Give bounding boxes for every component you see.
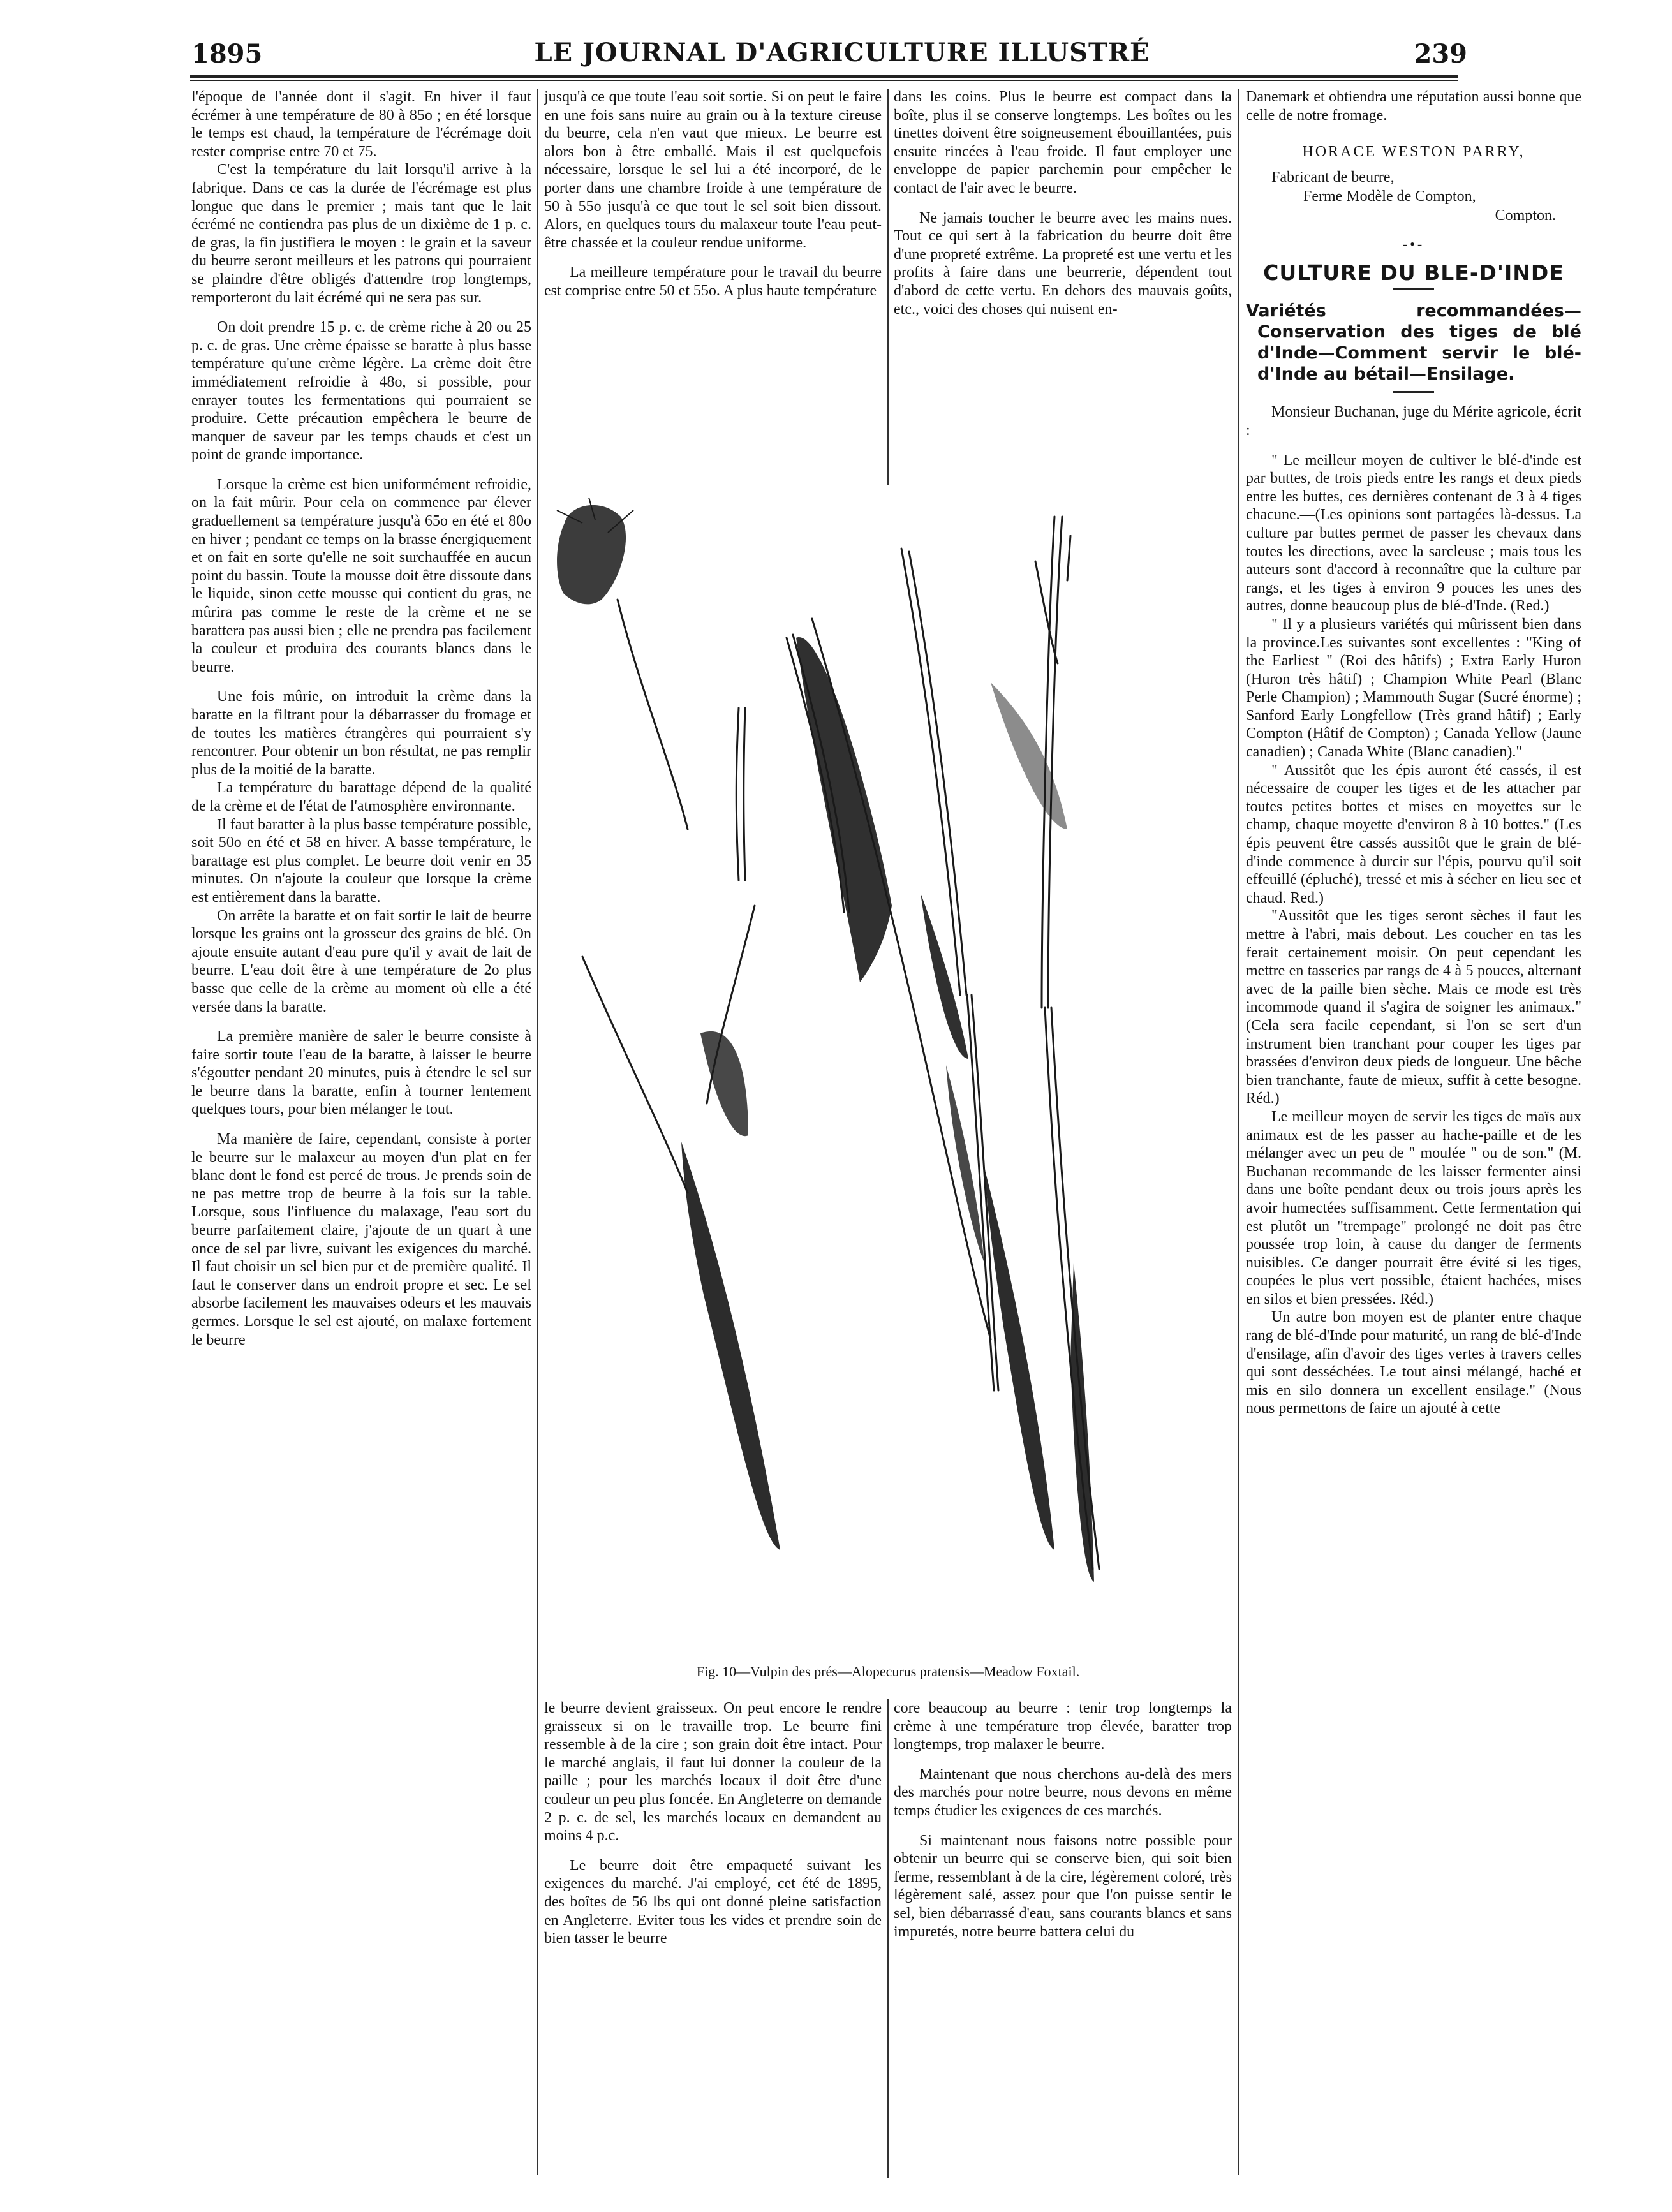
page-number: 239 — [1414, 39, 1467, 69]
paragraph: On doit prendre 15 p. c. de crème riche à 20 ou 25 p. c. de gras. Une crème épaisse se baratte à plus basse température qu'une crème légère. La crème doit être immédiatement refroidie à 48o, si possible, pour enrayer toutes les fermentations qui pourraient se produire. Cette précaution empêchera le beurre de manquer de saveur par les temps chauds et c'est un point de grande importance. — [191, 319, 531, 464]
paragraph: Si maintenant nous faisons notre possible pour obtenir un beurre qui se conserve bien, qui soit bien ferme, ressemblant à de la cire, légèrement coloré, très légèrement salé, assez pour que l'on puisse sentir le sel, bien débarrassé d'eau, sans courants blancs et sans impuretés, notre beurre battera celui du — [894, 1832, 1232, 1940]
paragraph: Il faut baratter à la plus basse température possible, soit 50o en été et 58 en hiver. A basse température, le barattage est plus complet. Le beurre doit venir en 35 minutes. On n'ajoute la couleur que lorsque la crème est entièrement dans la baratte. — [191, 816, 531, 906]
paragraph: jusqu'à ce que toute l'eau soit sortie. Si on peut le faire en une fois sans nuire au grain ou à la texture cireuse du beurre, cela n'en vaut que mieux. Le beurre est alors bon à être emballé. Mais il est quelquefois nécessaire, lorsque le sel lui a été incorporé, de le porter dans une chambre froide à une température de 50 à 55o jusqu'à ce que tout le sel soit bien dissout. Alors, en quelques tours du malaxeur toute l'eau peut-être chassée et la couleur rendue uniforme. — [544, 89, 882, 251]
masthead-rule-thin — [190, 80, 1458, 81]
paragraph: Ma manière de faire, cependant, consiste à porter le beurre sur le malaxeur au moyen d'un plat en fer blanc dont le fond est percé de trous. Je prends soin de ne pas mettre trop de beurre à la fois sur la table. Lorsque, sous l'influence du malaxage, l'eau sort du beurre parfaitement claire, j'ajoute de un quart à une once de sel par livre, suivant les exigences du marché. Il faut choisir un sel bien pur et de première qualité. Il faut le conserver dans un endroit propre et sec. Le sel absorbe facilement les mauvaises odeurs et les mauvais germes. Lorsque le sel est ajouté, on malaxe fortement le beurre — [191, 1131, 531, 1348]
paragraph: La température du barattage dépend de la qualité de la crème et de l'état de l'atmosphère environnante. — [191, 779, 531, 815]
author-farm: Ferme Modèle de Compton, — [1303, 188, 1476, 205]
paragraph: Ne jamais toucher le beurre avec les mains nues. Tout ce qui sert à la fabrication du beurre doit être d'une propreté extrême. La propreté est une vertu et les profits à faire dans une beurrerie, dépendent tout d'abord de cette vertu. En dehors des mauvais goûts, etc., voici des choses qui nuisent en- — [894, 209, 1232, 318]
author-title: Fabricant de beurre, — [1271, 169, 1395, 186]
paragraph: La meilleure température pour le travail du beurre est comprise entre 50 et 55o. A plus haute température — [544, 264, 882, 299]
column-2-bottom — [544, 1699, 882, 2178]
subheading-rule — [1393, 391, 1434, 393]
column-4 — [1246, 88, 1581, 2167]
paragraph: le beurre devient graisseux. On peut encore le rendre graisseux si on le travaille trop. Le beurre fini ressemble à de la cire ; son grain doit être intact. Pour le marché anglais, il faut lui donner la couleur de la paille ; pour les marchés locaux il doit être d'une couleur un peu plus foncée. En Angleterre on demande 2 p. c. de sel, les marchés locaux en demandent au moins 4 p.c. — [544, 1700, 882, 1845]
paragraph: Monsieur Buchanan, juge du Mérite agricole, écrit : — [1246, 404, 1581, 439]
meadow-foxtail-illustration — [544, 498, 1232, 1684]
paragraph: Maintenant que nous cherchons au-delà des mers des marchés pour notre beurre, nous devons en même temps étudier les exigences de ces marchés. — [894, 1766, 1232, 1819]
author-name: HORACE WESTON PARRY, — [1302, 144, 1525, 161]
paragraph: core beaucoup au beurre : tenir trop longtemps la crème à une température trop élevée, baratter trop longtemps, trop malaxer le beurre. — [894, 1700, 1232, 1753]
signature-block — [1246, 142, 1581, 225]
masthead-year: 1895 — [191, 39, 263, 69]
paragraph: Une fois mûrie, on introduit la crème dans la baratte en la filtrant pour la débarrasser du fromage et de toutes les matières étrangères qui pourraient s'y rencontrer. Pour obtenir un bon résultat, ne pas remplir plus de la moitié de la baratte. — [191, 688, 531, 778]
paragraph: "Aussitôt que les tiges seront sèches il faut les mettre à l'abri, mais debout. Les coucher en tas les ferait certainement moisir. On peut cependant les mettre en tasseries par rangs de 4 à 5 pouces, alternant avec de la paille bien sèche. Mais ce mode est très incommode quand il s'agira de soigner les animaux." (Cela sera facile cependant, si l'on se sert d'un instrument bien tranchant pour couper les tiges par brassées d'environ deux pieds de longueur. Une bêche bien tranchante, faute de mieux, suffit à cette besogne. Réd.) — [1246, 908, 1581, 1107]
grass-drawing — [544, 498, 1232, 1646]
figure-caption: Fig. 10—Vulpin des prés—Alopecurus pratensis—Meadow Foxtail. — [696, 1663, 1080, 1679]
masthead-rule — [190, 75, 1458, 78]
column-rule-2b — [887, 1699, 889, 2178]
paragraph: " Aussitôt que les épis auront été cassés, il est nécessaire de couper les tiges et de les attacher par toutes petites bottes et mises en moyettes sur le champ, chaque moyette d'environ 8 à 10 bottes." (Les épis peuvent être cassés aussitôt que le grain de blé-d'inde commence à durcir sur l'épis, pourvu qu'il soit effeuillé (épluché), tressé et mis à sécher en lieu sec et chaud. Red.) — [1246, 762, 1581, 906]
paragraph: Danemark et obtiendra une réputation aussi bonne que celle de notre fromage. — [1246, 89, 1581, 124]
author-place: Compton. — [1495, 207, 1556, 225]
paragraph: C'est la température du lait lorsqu'il arrive à la fabrique. Dans ce cas la durée de l'écrémage est plus longue que dans le premier ; mais tant que le lait écrémé ne contiendra pas plus de un dixième de 1 p. c. de gras, la fin justifiera le moyen : le grain et la saveur du beurre seront meilleurs et les patrons qui pourraient se plaindre d'être obligés d'attendre trop longtemps, remporteront du lait écrémé qui ne sera pas sur. — [191, 161, 531, 306]
paragraph: La première manière de saler le beurre consiste à faire sortir toute l'eau de la baratte, à laisser le beurre s'égoutter pendant 20 minutes, puis à étendre le sel sur le beurre dans la baratte, enfin à tourner lentement quelques tours, pour bien mélanger le tout. — [191, 1028, 531, 1118]
heading-rule — [1393, 288, 1434, 290]
article-subheading: Variétés recommandées—Conservation des tiges de blé d'Inde—Comment servir le blé-d'Inde au bétail—Ensilage. — [1246, 301, 1581, 385]
paragraph: " Le meilleur moyen de cultiver le blé-d'inde est par buttes, de trois pieds entre les rangs et deux pieds entre les buttes, ces dernières contenant de 3 à 4 tiges chacune.—(Les opinions sont partagées là-dessus. La culture par buttes permet de passer les chevaux dans toutes les directions, avec la sarcleuse ; mais tous les auteurs sont d'accord à reconnaître que la culture par rangs, et les tiges à environ 9 pouces les unes des autres, donne beaucoup plus de blé-d'Inde. (Red.) — [1246, 452, 1581, 615]
column-rule-2a — [887, 89, 889, 485]
section-separator: -•- — [1402, 236, 1425, 253]
paragraph: Un autre bon moyen est de planter entre chaque rang de blé-d'Inde pour maturité, un rang de blé-d'Inde d'ensilage, afin d'avoir des tiges vertes à travers celles qui sont desséchées. Le tout ainsi mélangé, haché et mis en silo donnera un excellent ensilage." (Nous nous permettons de faire un ajouté à cette — [1246, 1309, 1581, 1417]
paragraph: Lorsque la crème est bien uniformément refroidie, on la fait mûrir. Pour cela on commence par élever graduellement sa température jusqu'à 65o en été et 80o en hiver ; pendant ce temps on la brasse énergiquement et on fait en sorte qu'elle ne soit surchauffée en aucun point du bassin. Toute la mousse doit être dissoute dans le liquide, sinon cette mousse qui contient du gras, ne mûrira pas comme le reste de la crème et ne se barattera pas aussi bien ; elle ne prendra pas facilement la couleur et produira des courants blancs dans le beurre. — [191, 476, 531, 675]
paragraph: dans les coins. Plus le beurre est compact dans la boîte, plus il se conserve longtemps. Les boîtes ou les tinettes doivent être soigneusement ébouillantées, puis ensuite rincées à l'eau froide. Il faut employer une enveloppe de papier parchemin pour empêcher le contact de l'air avec le beurre. — [894, 89, 1232, 196]
column-3-bottom — [894, 1699, 1232, 2178]
paragraph: " Il y a plusieurs variétés qui mûrissent bien dans la province.Les suivantes sont excellentes : "King of the Earliest " (Roi des hâtifs) ; Extra Early Huron (Huron très hâtif) ; Champion White Pearl (Blanc Perle Champion) ; Mammouth Sugar (Sucré énorme) ; Sanford Early Longfellow (Très grand hâtif) ; Early Compton (Hâtif de Compton) ; Canada Yellow (Jaune canadien) ; Canada White (Blanc canadien)." — [1246, 616, 1581, 761]
column-rule-1 — [537, 89, 538, 2175]
paragraph: Le beurre doit être empaqueté suivant les exigences du marché. J'ai employé, cet été de 1895, des boîtes de 56 lbs qui ont donné pleine satisfaction en Angleterre. Eviter tous les vides et prendre soin de bien tasser le beurre — [544, 1857, 882, 1947]
column-1 — [191, 88, 531, 2167]
paragraph: Le meilleur moyen de servir les tiges de maïs aux animaux est de les passer au hache-paille et de les mélanger avec un peu de " moulée " ou de son." (M. Buchanan recommande de les laisser fermenter ainsi dans une boîte pendant deux ou trois jours après les avoir humectées suffisamment. Cette fermentation qui est plutôt un "trempage" prolongé ne doit pas être poussée trop loin, à cause du danger de ferments nuisibles. Ce danger pourrait être évité si les tiges, coupées le plus vert possible, étaient hachées, mises en silos et bien pressées. Réd.) — [1246, 1108, 1581, 1308]
paragraph: l'époque de l'année dont il s'agit. En hiver il faut écrémer à une température de 80 à 85o ; en été lorsque le temps est chaud, la température de l'écrémage doit rester comprise entre 70 et 75. — [191, 89, 531, 160]
column-2-top — [544, 88, 882, 483]
paragraph: On arrête la baratte et on fait sortir le lait de beurre lorsque les grains ont la grosseur des grains de blé. On ajoute ensuite autant d'eau pure qu'il y avait de lait de beurre. L'eau doit être à une température de 2o plus basse que celle de la crème au moment où elle a été versée dans la baratte. — [191, 907, 531, 1015]
column-3-top — [894, 88, 1232, 483]
article-heading: CULTURE DU BLE-D'INDE — [1263, 260, 1564, 285]
masthead-title: LE JOURNAL D'AGRICULTURE ILLUSTRÉ — [534, 38, 1150, 68]
masthead — [191, 35, 1467, 73]
column-rule-3 — [1238, 89, 1239, 2175]
